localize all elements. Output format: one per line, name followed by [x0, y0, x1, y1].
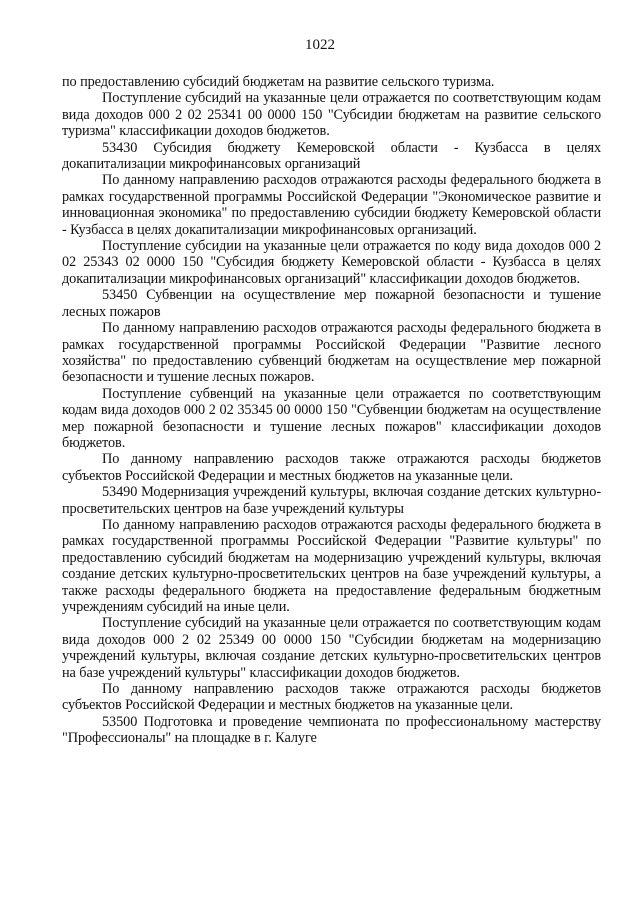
paragraph: Поступление субсидий на указанные цели отражается по соответствующим кодам вида доходов 000 2 02 25341 00 0000 150 "Субсидии бюджетам на развитие сельского туризма" классификации доходов бюджетов.: [62, 90, 601, 140]
section-heading-53500: 53500 Подготовка и проведение чемпионата по профессиональному мастерству "Профессионалы" на площадке в г. Калуге: [62, 713, 601, 747]
paragraph: Поступление субсидий на указанные цели отражается по соответствующим кодам вида доходов 000 2 02 25349 00 0000 150 "Субсидии бюджетам на модернизацию учреждений культуры, включая создание детских культурно-просветительских центров на базе учреждений культуры" классификации доходов бюджетов.: [62, 615, 601, 681]
section-heading-53490: 53490 Модернизация учреждений культуры, включая создание детских культурно-просветительских центров на базе учреждений культуры: [62, 484, 601, 517]
section-heading-53450: 53450 Субвенции на осуществление мер пожарной безопасности и тушение лесных пожаров: [62, 287, 601, 320]
paragraph: По данному направлению расходов отражаются расходы федерального бюджета в рамках государственной программы Российской Федерации "Экономическое развитие и инновационная экономика" по предоставлению субсидии бюджету Кемеровской области - Кузбасса в целях докапитализации микрофинансовых организаций.: [62, 172, 601, 238]
paragraph: Поступление субвенций на указанные цели отражается по соответствующим кодам вида доходов 000 2 02 35345 00 0000 150 "Субвенции бюджетам на осуществление мер пожарной безопасности и тушение лесных пожаров" классификации доходов бюджетов.: [62, 385, 601, 451]
page-number: 1022: [305, 37, 335, 53]
section-heading-53430: 53430 Субсидия бюджету Кемеровской области - Кузбасса в целях докапитализации микрофинансовых организаций: [62, 139, 601, 173]
paragraph: По данному направлению расходов отражаются расходы федерального бюджета в рамках государственной программы Российской Федерации "Развитие лесного хозяйства" по предоставлению субвенций бюджетам на осуществление мер пожарной безопасности и тушение лесных пожаров.: [62, 320, 601, 386]
paragraph-continuation: по предоставлению субсидий бюджетам на развитие сельского туризма.: [62, 74, 495, 90]
paragraph: Поступление субсидии на указанные цели отражается по коду вида доходов 000 2 02 25343 02 0000 150 "Субсидия бюджету Кемеровской области - Кузбасса в целях докапитализации микрофинансовых организаций" классификации доходов бюджетов.: [62, 238, 601, 287]
paragraph: По данному направлению расходов также отражаются расходы бюджетов субъектов Российской Федерации и местных бюджетов на указанные цели.: [62, 451, 601, 484]
paragraph: По данному направлению расходов также отражаются расходы бюджетов субъектов Российской Федерации и местных бюджетов на указанные цели.: [62, 681, 601, 714]
paragraph: По данному направлению расходов отражаются расходы федерального бюджета в рамках государственной программы Российской Федерации "Развитие культуры" по предоставлению субсидий бюджетам на модернизацию учреждений культуры, включая создание детских культурно-просветительских центров на базе учреждений культуры, а также расходы федерального бюджета на предоставление федеральным бюджетным учреждениям субсидий на иные цели.: [62, 516, 601, 615]
document-body: [62, 74, 601, 747]
